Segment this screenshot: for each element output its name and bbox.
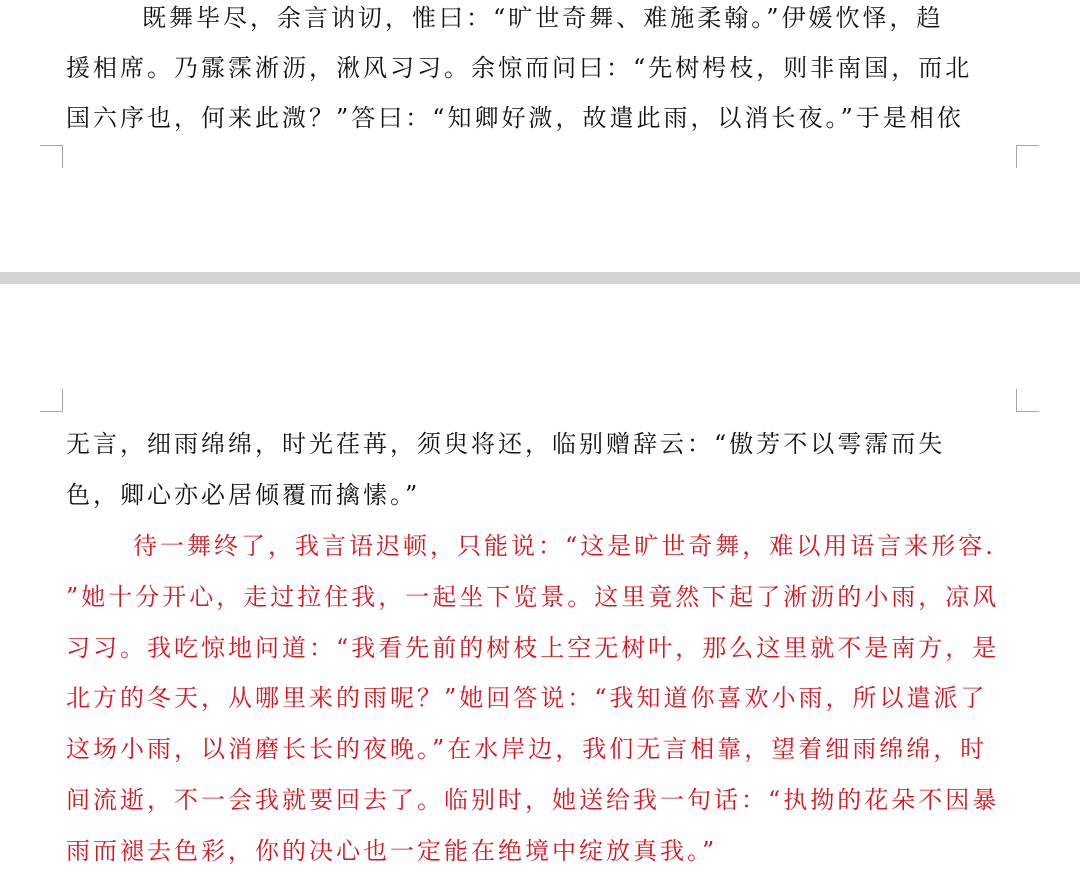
original-text-line: 既舞毕尽，余言讷讱，惟曰：“旷世奇舞、难施柔翰。”伊媛忺怿，趋 [142, 4, 944, 32]
translation-text-line: 北方的冬天，从哪里来的雨呢？”她回答说：“我知道你喜欢小雨，所以遣派了 [66, 684, 988, 712]
translation-text-line: 习习。我吃惊地问道：“我看先前的树枝上空无树叶，那么这里就不是南方，是 [66, 634, 1000, 662]
original-text-line: 国六序也，何来此溦？”答曰：“知卿好溦，故遣此雨，以消长夜。”于是相依 [66, 104, 964, 132]
page-separator [0, 272, 1080, 284]
document-page-1 [0, 0, 1080, 272]
page-margin-corner-mark [1016, 389, 1039, 412]
translation-text-line: ”她十分开心，走过拉住我，一起坐下览景。这里竟然下起了淅沥的小雨，凉风 [66, 583, 1000, 611]
original-text-line: 色，卿心亦必居倾覆而擒愫。” [66, 481, 421, 509]
translation-text-line: 雨而褪去色彩，你的决心也一定能在绝境中绽放真我。” [66, 837, 718, 865]
document-page-2 [0, 284, 1080, 885]
translation-text-line: 待一舞终了，我言语迟顿，只能说：“这是旷世奇舞，难以用语言来形容. [133, 532, 996, 560]
page-margin-corner-mark [40, 145, 63, 168]
translation-text-line: 这场小雨，以消磨长长的夜晚。”在水岸边，我们无言相靠，望着细雨绵绵，时 [66, 735, 988, 763]
original-text-line: 援相席。乃霡霂淅沥，湫风习习。余惊而问曰：“先树枵枝，则非南国，而北 [66, 54, 973, 82]
page-margin-corner-mark [40, 389, 63, 412]
page-margin-corner-mark [1016, 145, 1039, 168]
original-text-line: 无言，细雨绵绵，时光荏苒，须臾将还，临别赠辞云：“傲芳不以雩霈而失 [66, 430, 946, 458]
translation-text-line: 间流逝，不一会我就要回去了。临别时，她送给我一句话：“执拗的花朵不因暴 [66, 786, 1000, 814]
